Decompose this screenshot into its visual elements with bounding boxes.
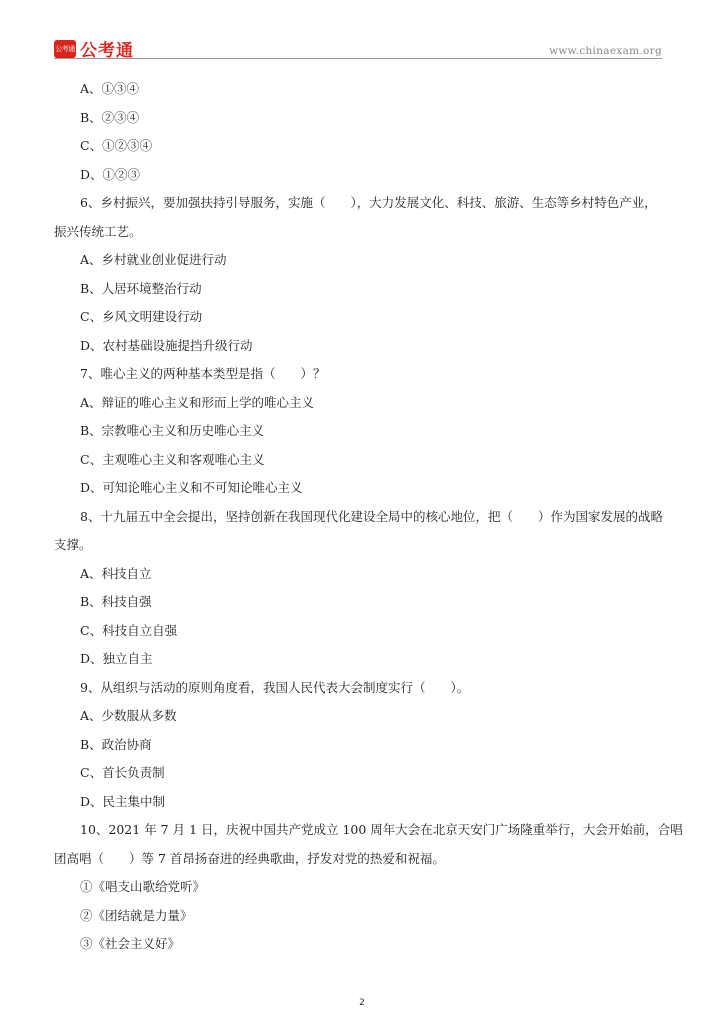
answer-option: C、首长负责制 [80, 765, 165, 780]
question-text-continued: 团高唱（ ）等 7 首昂扬奋进的经典歌曲，抒发对党的热爱和祝福。 [54, 850, 445, 866]
answer-option: D、①②③ [80, 166, 141, 182]
page-number: 2 [359, 998, 365, 1008]
question-text: 8、十九届五中全会提出，坚持创新在我国现代化建设全局中的核心地位，把（ ）作为国家发展的战略 [80, 508, 663, 524]
answer-option: B、②③④ [80, 109, 140, 125]
logo-mark: 公考通 [54, 40, 76, 58]
question-text: 7、唯心主义的两种基本类型是指（ ）？ [80, 366, 326, 381]
question-text: 6、乡村振兴，要加强扶持引导服务，实施（ ），大力发展文化、科技、旅游、生态等乡村特色产业， [80, 195, 657, 210]
answer-option: ②《团结就是力量》 [80, 907, 193, 923]
answer-option: B、宗教唯心主义和历史唯心主义 [80, 423, 265, 438]
answer-option: A、辩证的唯心主义和形而上学的唯心主义 [80, 394, 315, 410]
answer-option: D、民主集中制 [80, 793, 166, 809]
answer-option: A、乡村就业创业促进行动 [80, 252, 227, 267]
answer-option: C、乡风文明建设行动 [80, 309, 203, 324]
answer-option: C、①②③④ [80, 138, 153, 153]
question-text: 10、2021 年 7 月 1 日，庆祝中国共产党成立 100 周年大会在北京天安门广场隆重举行，大会开始前，合唱 [80, 822, 683, 837]
question-text-continued: 支撑。 [54, 537, 92, 552]
header-divider [54, 58, 662, 59]
answer-option: D、可知论唯心主义和不可知论唯心主义 [80, 480, 303, 495]
answer-option: C、科技自立自强 [80, 622, 178, 638]
answer-option: ①《唱支山歌给党听》 [80, 879, 206, 894]
question-text: 9、从组织与活动的原则角度看，我国人民代表大会制度实行（ ）。 [80, 679, 470, 695]
answer-option: A、科技自立 [80, 565, 152, 581]
answer-option: C、主观唯心主义和客观唯心主义 [80, 451, 265, 467]
answer-option: ③《社会主义好》 [80, 936, 181, 951]
page-header [54, 30, 662, 60]
logo-text: 公考通 [80, 41, 134, 61]
answer-option: D、独立自主 [80, 651, 153, 666]
answer-option: A、少数服从多数 [80, 708, 177, 723]
answer-option: B、科技自强 [80, 594, 152, 609]
answer-option: B、政治协商 [80, 736, 152, 752]
question-text-continued: 振兴传统工艺。 [54, 223, 142, 239]
answer-option: D、农村基础设施提挡升级行动 [80, 337, 253, 353]
site-url: www.chinaexam.org [549, 45, 662, 57]
answer-option: A、①③④ [80, 81, 140, 96]
document-body [54, 75, 683, 959]
answer-option: B、人居环境整治行动 [80, 280, 202, 296]
